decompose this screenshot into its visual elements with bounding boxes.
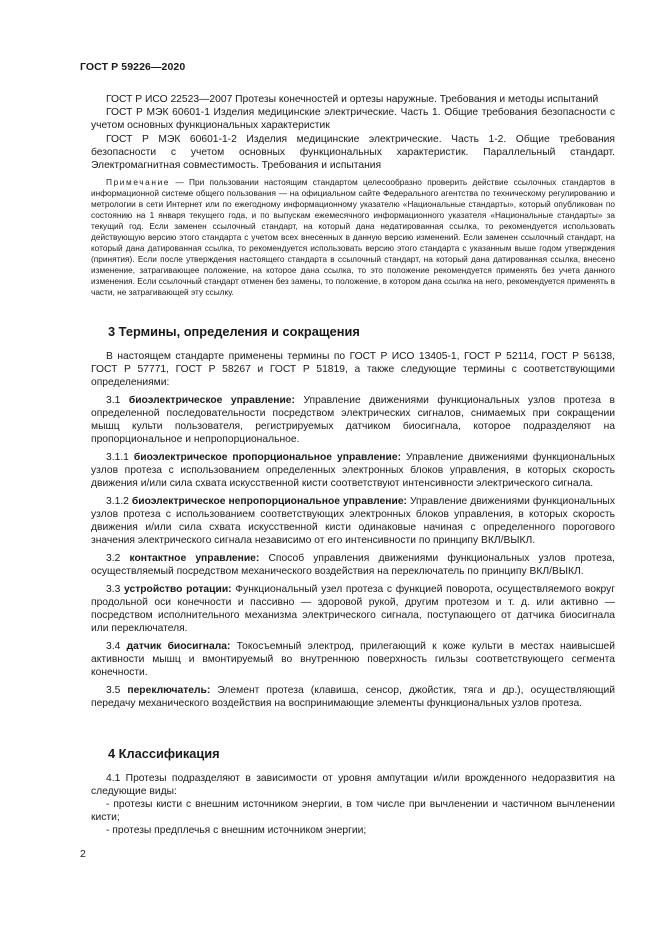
term-3-1-1 bbox=[91, 451, 615, 490]
note-text: — При пользовании настоящим стандартом целесообразно проверить действие ссылочных стандартов в информационной системе общего пользования — на официальном сайте Федерального агентства по техническому регулированию и метрологии в сети Интернет или по ежегодному информационному указателю «Национальные стандарты», который опубликован по состоянию на 1 января текущего года, и по выпускам ежемесячного информационного указателя «Национальные стандарты» за текущий год. Если заменен ссылочный стандарт, на который дана недатированная ссылка, то рекомендуется использовать действующую версию этого стандарта с учетом всех внесенных в данную версию изменений. Если заменен ссылочный стандарт, на который дана датированная ссылка, то рекомендуется использовать версию этого стандарта с указанным выше годом утверждения (принятия). Если после утверждения настоящего стандарта в ссылочный стандарт, на который дана датированная ссылка, внесено изменение, затрагивающее положение, на которое дана ссылка, то это положение рекомендуется применять без учета данного изменения. Если ссылочный стандарт отменен без замены, то положение, в котором дана ссылка на него, рекомендуется применять в части, не затрагивающей эту ссылку. bbox=[91, 177, 615, 298]
term-definition: Управление движениями функциональных узлов протеза с использованием соответствующих электронных блоков управления, в которых скорость движения и/или сила схвата искусственной кисти одинаковые начиная с определенного порогового значения электрического сигнала независимо от его интенсивности по принципу ВКЛ/ВЫКЛ. bbox=[91, 496, 615, 546]
term-definition: Управление движениями функциональных узлов протеза в определенной последовательности посредством электрических сигналов, снимаемых при сокращении мышц культи пользователя, регистрируемых датчиком биосигнала, которое подразделяют на пропорциональное и непропорциональное. bbox=[91, 395, 615, 445]
term-3-1 bbox=[91, 394, 615, 446]
page-number: 2 bbox=[80, 848, 86, 860]
section-3-body bbox=[91, 350, 615, 710]
reference-item: ГОСТ Р ИСО 22523—2007 Протезы конечностей и ортезы наружные. Требования и методы испытаний bbox=[106, 94, 599, 105]
section-4-body bbox=[91, 772, 615, 837]
term-number: 3.2 bbox=[106, 553, 121, 564]
paragraph: 4.1 Протезы подразделяют в зависимости от уровня ампутации и/или врожденного недоразвития на следующие виды: bbox=[91, 773, 615, 797]
term-3-4 bbox=[91, 640, 615, 679]
section-3-title: 3 Термины, определения и сокращения bbox=[108, 324, 360, 339]
term-name: устройство ротации: bbox=[124, 584, 232, 595]
term-name: переключатель: bbox=[127, 685, 211, 696]
term-definition: Токосъемный электрод, прилегающий к коже культи в местах наивысшей активности мышц и вмонтируемый во внутреннюю поверхность гильзы соответствующего сегмента конечности. bbox=[91, 641, 615, 678]
term-definition: Способ управления движениями функциональных узлов протеза, осуществляемый посредством механического воздействия на переключатель по принципу ВКЛ/ВЫКЛ. bbox=[91, 553, 615, 577]
term-3-1-2 bbox=[91, 495, 615, 547]
note-paragraph bbox=[91, 177, 615, 298]
term-definition: Управление движениями функциональных узлов протеза с использованием определенных электронных блоков управления, в которых скорость движения и/или сила схвата искусственной кисти соответствуют интенсивности электрического сигнала. bbox=[91, 452, 615, 489]
document-header: ГОСТ Р 59226—2020 bbox=[80, 61, 186, 73]
term-3-2 bbox=[91, 552, 615, 578]
term-3-5 bbox=[91, 684, 615, 710]
term-3-3 bbox=[91, 583, 615, 635]
term-definition: Элемент протеза (клавиша, сенсор, джойстик, тяга и др.), осуществляющий передачу механического воздействия на воспринимающие элементы функциональных узлов протеза. bbox=[91, 685, 615, 709]
term-number: 3.5 bbox=[106, 685, 121, 696]
term-number: 3.1 bbox=[106, 395, 121, 406]
reference-item: ГОСТ Р МЭК 60601-1-2 Изделия медицинские электрические. Часть 1-2. Общие требования безопасности с учетом основных функциональных характеристик. Параллельный стандарт. Электромагнитная совместимость. Требования и испытания bbox=[91, 133, 615, 172]
term-number: 3.1.1 bbox=[106, 452, 129, 463]
section-3-intro: В настоящем стандарте применены термины по ГОСТ Р ИСО 13405-1, ГОСТ Р 52114, ГОСТ Р 56138, ГОСТ Р 57771, ГОСТ Р 58267 и ГОСТ Р 51819, а также следующие термины с соответствующими определениями: bbox=[91, 351, 615, 388]
reference-item: ГОСТ Р МЭК 60601-1 Изделия медицинские электрические. Часть 1. Общие требования безопасности с учетом основных функциональных характеристик bbox=[91, 107, 615, 132]
term-name: биоэлектрическое управление: bbox=[128, 395, 295, 406]
term-number: 3.1.2 bbox=[106, 496, 129, 507]
term-number: 3.4 bbox=[106, 641, 121, 652]
term-name: датчик биосигнала: bbox=[126, 641, 231, 652]
term-number: 3.3 bbox=[106, 584, 121, 595]
normative-references bbox=[91, 93, 615, 298]
term-definition: Функциональный узел протеза с функцией поворота, осуществляемого вокруг продольной оси конечности и пассивно — здоровой рукой, другим протезом и т. д. или активно — посредством исполнительного механизма электрического сигнала, поступающего от датчика биосигнала или переключателя. bbox=[91, 584, 615, 634]
list-item: - протезы предплечья с внешним источником энергии; bbox=[106, 825, 367, 836]
term-name: контактное управление: bbox=[129, 553, 260, 564]
term-name: биоэлектрическое непропорциональное управление: bbox=[131, 496, 407, 507]
section-4-title: 4 Классификация bbox=[108, 746, 220, 761]
term-name: биоэлектрическое пропорциональное управление: bbox=[133, 452, 402, 463]
list-item: - протезы кисти с внешним источником энергии, в том числе при вычленении и частичном вычленении кисти; bbox=[91, 799, 615, 823]
note-label: Примечание bbox=[106, 177, 171, 188]
